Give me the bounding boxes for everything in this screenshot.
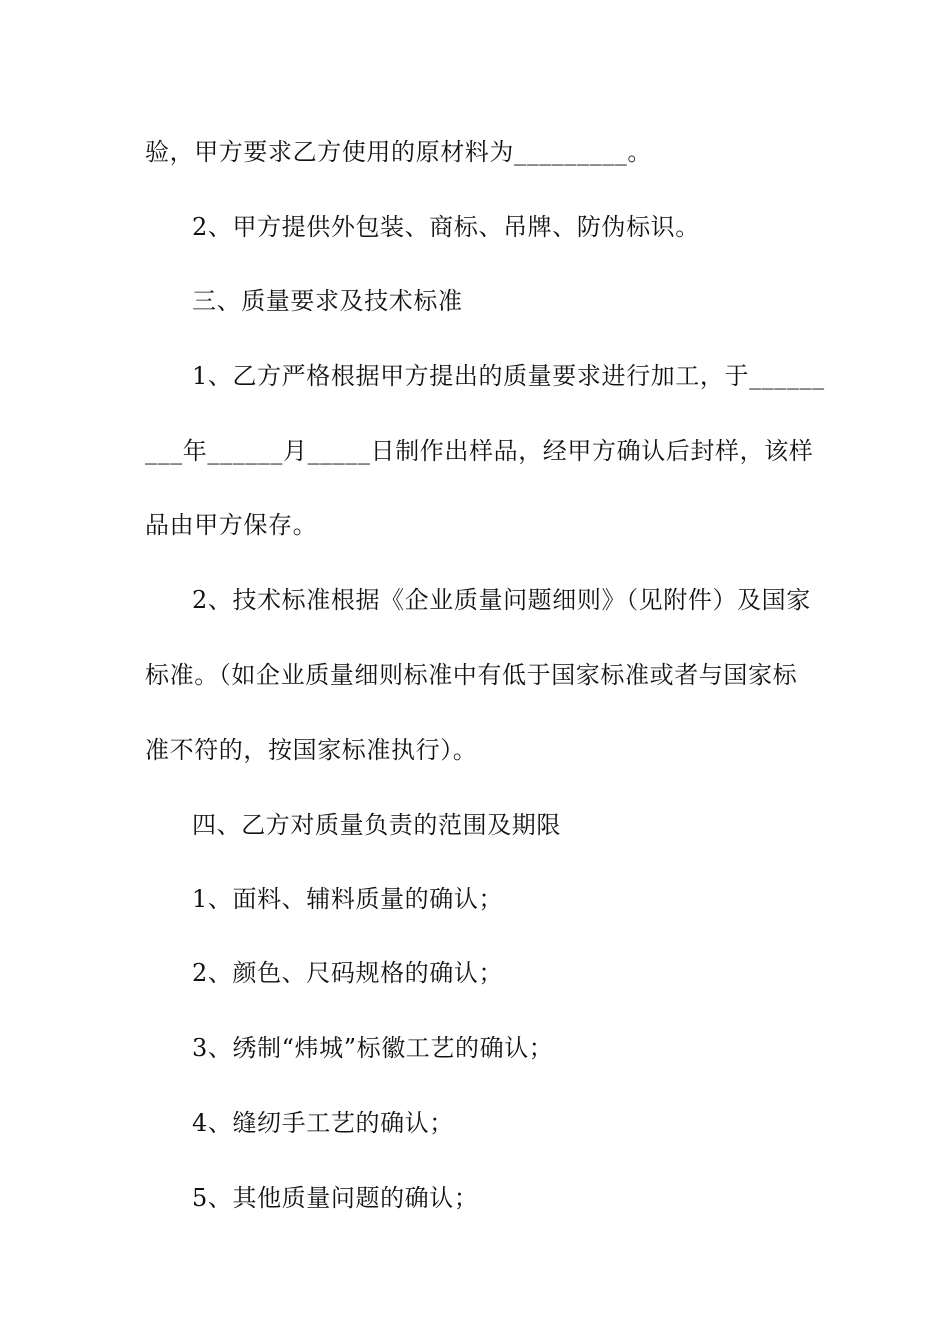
section-heading-responsibility: 四、乙方对质量负责的范围及期限	[192, 811, 561, 839]
list-item-embroidery: 3、绣制“炜城”标徽工艺的确认；	[192, 1034, 554, 1062]
paragraph-line-sample-2: ___年______月_____日制作出样品，经甲方确认后封样，该样	[145, 437, 814, 465]
list-item-color-size: 2、颜色、尺码规格的确认；	[192, 959, 504, 987]
paragraph-line-sample-1: 1、乙方严格根据甲方提出的质量要求进行加工，于______	[192, 362, 825, 390]
list-item-fabric: 1、面料、辅料质量的确认；	[192, 885, 504, 913]
section-heading-quality-standards: 三、质量要求及技术标准	[192, 287, 463, 315]
paragraph-line-tech-standard-3: 准不符的，按国家标准执行）。	[145, 736, 478, 764]
paragraph-line-packaging: 2、甲方提供外包装、商标、吊牌、防伪标识。	[192, 213, 700, 241]
list-item-other-quality: 5、其他质量问题的确认；	[192, 1184, 479, 1212]
paragraph-line-tech-standard-1: 2、技术标准根据《企业质量问题细则》（见附件）及国家	[192, 586, 811, 614]
paragraph-line-sample-3: 品由甲方保存。	[145, 511, 318, 539]
paragraph-line-raw-material: 验，甲方要求乙方使用的原材料为_________。	[145, 138, 652, 166]
list-item-sewing: 4、缝纫手工艺的确认；	[192, 1109, 454, 1137]
paragraph-line-tech-standard-2: 标准。（如企业质量细则标准中有低于国家标准或者与国家标	[145, 661, 798, 689]
